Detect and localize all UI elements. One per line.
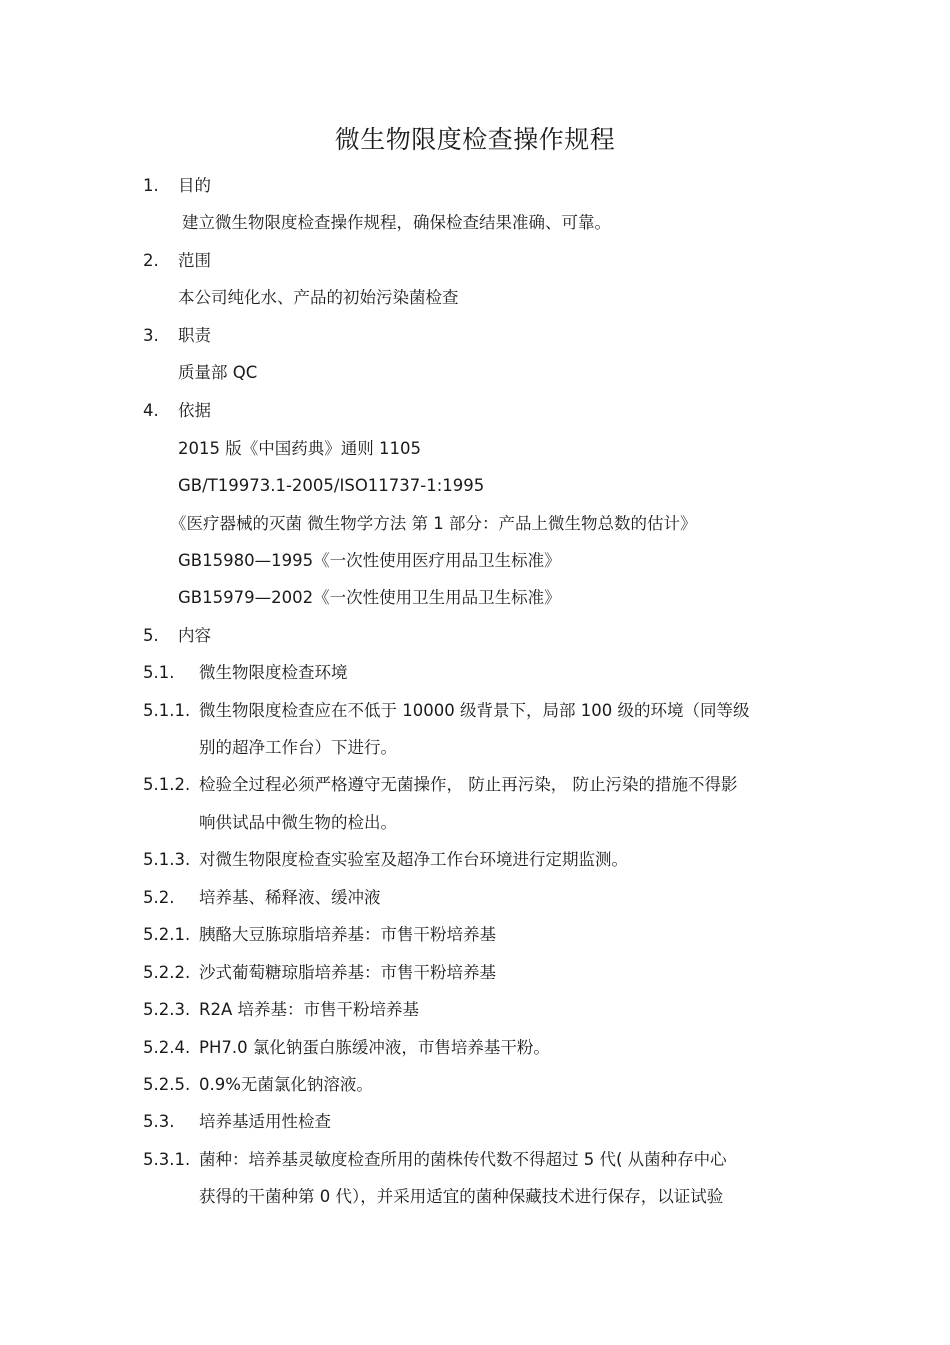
clause-number: 5.1.2.	[143, 775, 191, 794]
line-text: 胰酪大豆胨琼脂培养基：市售干粉培养基	[199, 925, 496, 944]
section-number: 5.2.	[143, 888, 175, 907]
section-title: 微生物限度检查环境	[199, 663, 348, 682]
line-text: 《医疗器械的灭菌 微生物学方法 第 1 部分：产品上微生物总数的估计》	[170, 514, 697, 533]
clause-number: 5.2.1.	[143, 925, 191, 944]
clause-number: 5.2.2.	[143, 963, 191, 982]
line-text: GB15979—2002《一次性使用卫生用品卫生标准》	[178, 588, 561, 607]
line-text: 对微生物限度检查实验室及超净工作台环境进行定期监测。	[199, 850, 628, 869]
section-number: 5.1.	[143, 663, 175, 682]
section-title: 培养基、稀释液、缓冲液	[199, 888, 381, 907]
line-text: 响供试品中微生物的检出。	[199, 813, 397, 832]
line-text: R2A 培养基：市售干粉培养基	[199, 1000, 419, 1019]
line-text: 质量部 QC	[178, 363, 258, 382]
section-number: 1.	[143, 176, 159, 195]
clause-number: 5.2.5.	[143, 1075, 191, 1094]
line-text: 微生物限度检查应在不低于 10000 级背景下，局部 100 级的环境（同等级	[199, 701, 750, 720]
clause-number: 5.3.1.	[143, 1150, 191, 1169]
section-number: 5.	[143, 626, 159, 645]
section-number: 3.	[143, 326, 159, 345]
clause-number: 5.1.1.	[143, 701, 191, 720]
section-title: 依据	[178, 401, 211, 420]
section-title: 范围	[178, 251, 211, 270]
line-text: 沙式葡萄糖琼脂培养基：市售干粉培养基	[199, 963, 496, 982]
section-number: 5.3.	[143, 1112, 175, 1131]
line-text: 建立微生物限度检查操作规程，确保检查结果准确、可靠。	[182, 213, 611, 232]
section-title: 职责	[178, 326, 211, 345]
line-text: 别的超净工作台）下进行。	[199, 738, 397, 757]
line-text: 检验全过程必须严格遵守无菌操作， 防止再污染， 防止污染的措施不得影	[199, 775, 738, 794]
section-title: 目的	[178, 176, 211, 195]
clause-number: 5.2.3.	[143, 1000, 191, 1019]
line-text: 0.9%无菌氯化钠溶液。	[199, 1075, 373, 1094]
line-text: 获得的干菌种第 0 代），并采用适宜的菌种保藏技术进行保存，以证试验	[199, 1187, 724, 1206]
line-text: 本公司纯化水、产品的初始污染菌检查	[178, 288, 459, 307]
line-text: 菌种：培养基灵敏度检查所用的菌株传代数不得超过 5 代( 从菌种存中心	[199, 1150, 727, 1169]
section-title: 内容	[178, 626, 211, 645]
section-title: 培养基适用性检查	[199, 1112, 331, 1131]
section-number: 2.	[143, 251, 159, 270]
section-number: 4.	[143, 401, 159, 420]
line-text: GB15980—1995《一次性使用医疗用品卫生标准》	[178, 551, 561, 570]
line-text: PH7.0 氯化钠蛋白胨缓冲液，市售培养基干粉。	[199, 1038, 550, 1057]
clause-number: 5.2.4.	[143, 1038, 191, 1057]
line-text: 2015 版《中国药典》通则 1105	[178, 439, 421, 458]
clause-number: 5.1.3.	[143, 850, 191, 869]
line-text: GB/T19973.1-2005/ISO11737-1:1995	[178, 476, 485, 495]
document-title: 微生物限度检查操作规程	[334, 125, 616, 154]
